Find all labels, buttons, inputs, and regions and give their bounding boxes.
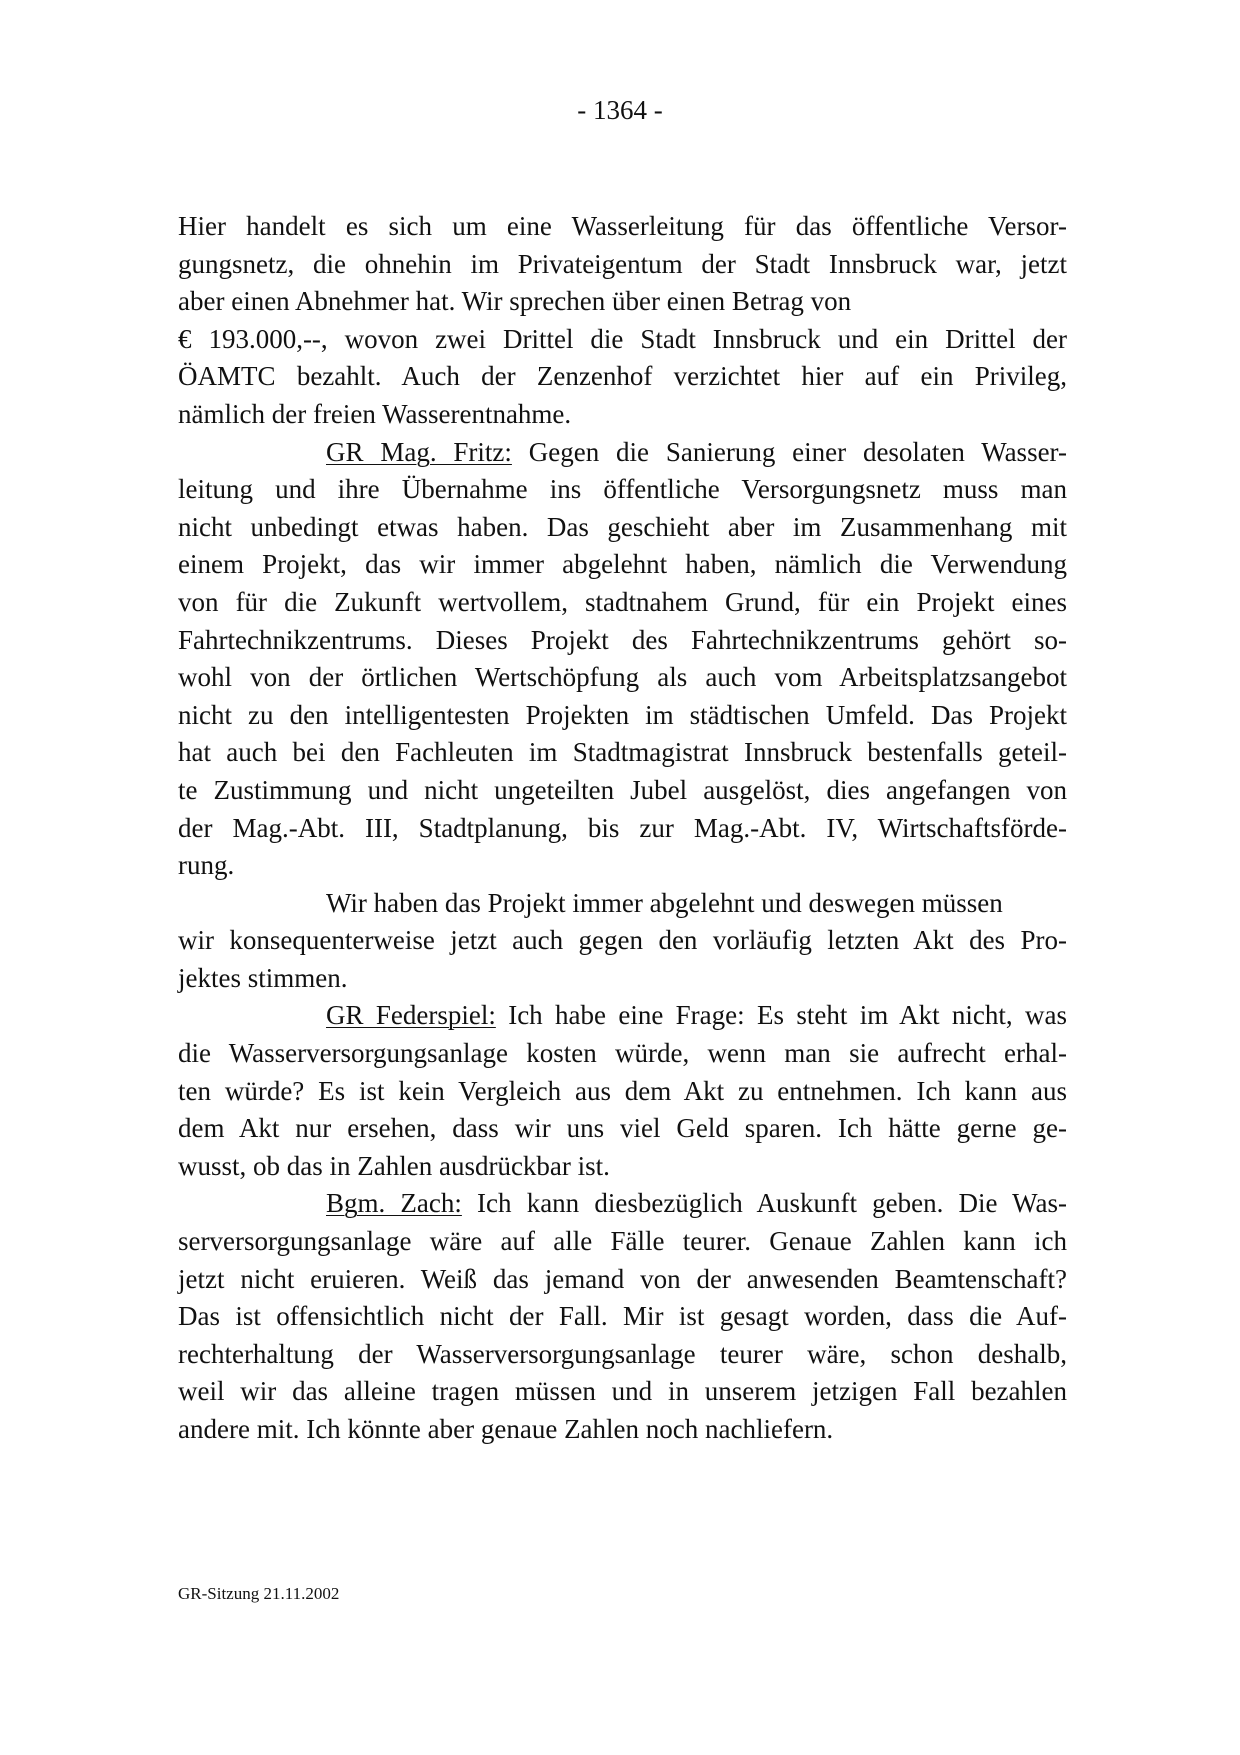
text-line: einem Projekt, das wir immer abgelehnt haben, nämlich die Verwendung [178, 549, 1067, 580]
speaker-line [178, 1185, 1067, 1223]
speaker-line [178, 434, 1067, 472]
text-line: rung. [178, 850, 235, 881]
paragraph-rejection [178, 885, 1067, 998]
text-line: jetzt nicht eruieren. Weiß das jemand von der anwesenden Beamtenschaft? [178, 1263, 1067, 1294]
text-line: aber einen Abnehmer hat. Wir sprechen über einen Betrag von [178, 286, 852, 317]
text-line: jektes stimmen. [178, 962, 348, 993]
speaker-statement: Gegen die Sanierung einer desolaten Wasser- [511, 436, 1067, 467]
speaker-statement: Ich habe eine Frage: Es steht im Akt nicht, was [495, 1000, 1068, 1031]
text-line: Hier handelt es sich um eine Wasserleitung für das öffentliche Versor- [178, 211, 1067, 241]
text-line: von für die Zukunft wertvollem, stadtnahem Grund, für ein Projekt eines [178, 586, 1067, 617]
text-line: wir konsequenterweise jetzt auch gegen den vorläufig letzten Akt des Pro- [178, 925, 1067, 956]
text-line: € 193.000,--, wovon zwei Drittel die Stadt Innsbruck und ein Drittel der [178, 323, 1067, 354]
text-line: Fahrtechnikzentrums. Dieses Projekt des Fahrtechnikzentrums gehört so- [178, 624, 1067, 655]
paragraph-zach [178, 1185, 1067, 1448]
document-body [178, 208, 1067, 1449]
text-line: leitung und ihre Übernahme ins öffentliche Versorgungsnetz muss man [178, 474, 1067, 505]
text-line: nämlich der freien Wasserentnahme. [178, 398, 572, 429]
paragraph-federspiel [178, 997, 1067, 1185]
text-line: nicht unbedingt etwas haben. Das geschieht aber im Zusammenhang mit [178, 511, 1067, 542]
text-line: ten würde? Es ist kein Vergleich aus dem Akt zu entnehmen. Ich kann aus [178, 1075, 1067, 1106]
page-number: - 1364 - [577, 95, 663, 125]
text-line: te Zustimmung und nicht ungeteilten Jubel ausgelöst, dies angefangen von [178, 774, 1067, 805]
text-line: andere mit. Ich könnte aber genaue Zahlen noch nachliefern. [178, 1414, 834, 1444]
text-line: Das ist offensichtlich nicht der Fall. Mir ist gesagt worden, dass die Auf- [178, 1301, 1067, 1332]
text-line: Wir haben das Projekt immer abgelehnt und deswegen müssen [326, 887, 1003, 918]
text-line: wohl von der örtlichen Wertschöpfung als auch vom Arbeitsplatzsangebot [178, 662, 1067, 693]
text-line: der Mag.-Abt. III, Stadtplanung, bis zur Mag.-Abt. IV, Wirtschaftsförde- [178, 812, 1067, 843]
text-line: die Wasserversorgungsanlage kosten würde, wenn man sie aufrecht erhal- [178, 1038, 1067, 1069]
speaker-line [178, 997, 1067, 1035]
text-line: hat auch bei den Fachleuten im Stadtmagistrat Innsbruck bestenfalls geteil- [178, 737, 1067, 768]
speaker-name: GR Federspiel: [326, 1000, 496, 1031]
text-line: serversorgungsanlage wäre auf alle Fälle teurer. Genaue Zahlen kann ich [178, 1226, 1067, 1257]
text-line: rechterhaltung der Wasserversorgungsanlage teurer wäre, schon deshalb, [178, 1338, 1067, 1369]
text-line: nicht zu den intelligentesten Projekten im städtischen Umfeld. Das Projekt [178, 699, 1067, 730]
footer-session-date: GR-Sitzung 21.11.2002 [178, 1584, 340, 1603]
text-line: wusst, ob das in Zahlen ausdrückbar ist. [178, 1150, 610, 1181]
speaker-name: GR Mag. Fritz: [326, 436, 512, 467]
paragraph-fritz [178, 434, 1067, 885]
speaker-statement: Ich kann diesbezüglich Auskunft geben. Die Was- [461, 1188, 1067, 1219]
text-line: dem Akt nur ersehen, dass wir uns viel Geld sparen. Ich hätte gerne ge- [178, 1113, 1067, 1144]
text-line: weil wir das alleine tragen müssen und in unserem jetzigen Fall bezahlen [178, 1376, 1067, 1407]
paragraph-intro [178, 208, 1067, 434]
speaker-name: Bgm. Zach: [326, 1188, 462, 1219]
text-line: ÖAMTC bezahlt. Auch der Zenzenhof verzichtet hier auf ein Privileg, [178, 361, 1067, 392]
text-line: gungsnetz, die ohnehin im Privateigentum der Stadt Innsbruck war, jetzt [178, 248, 1067, 279]
